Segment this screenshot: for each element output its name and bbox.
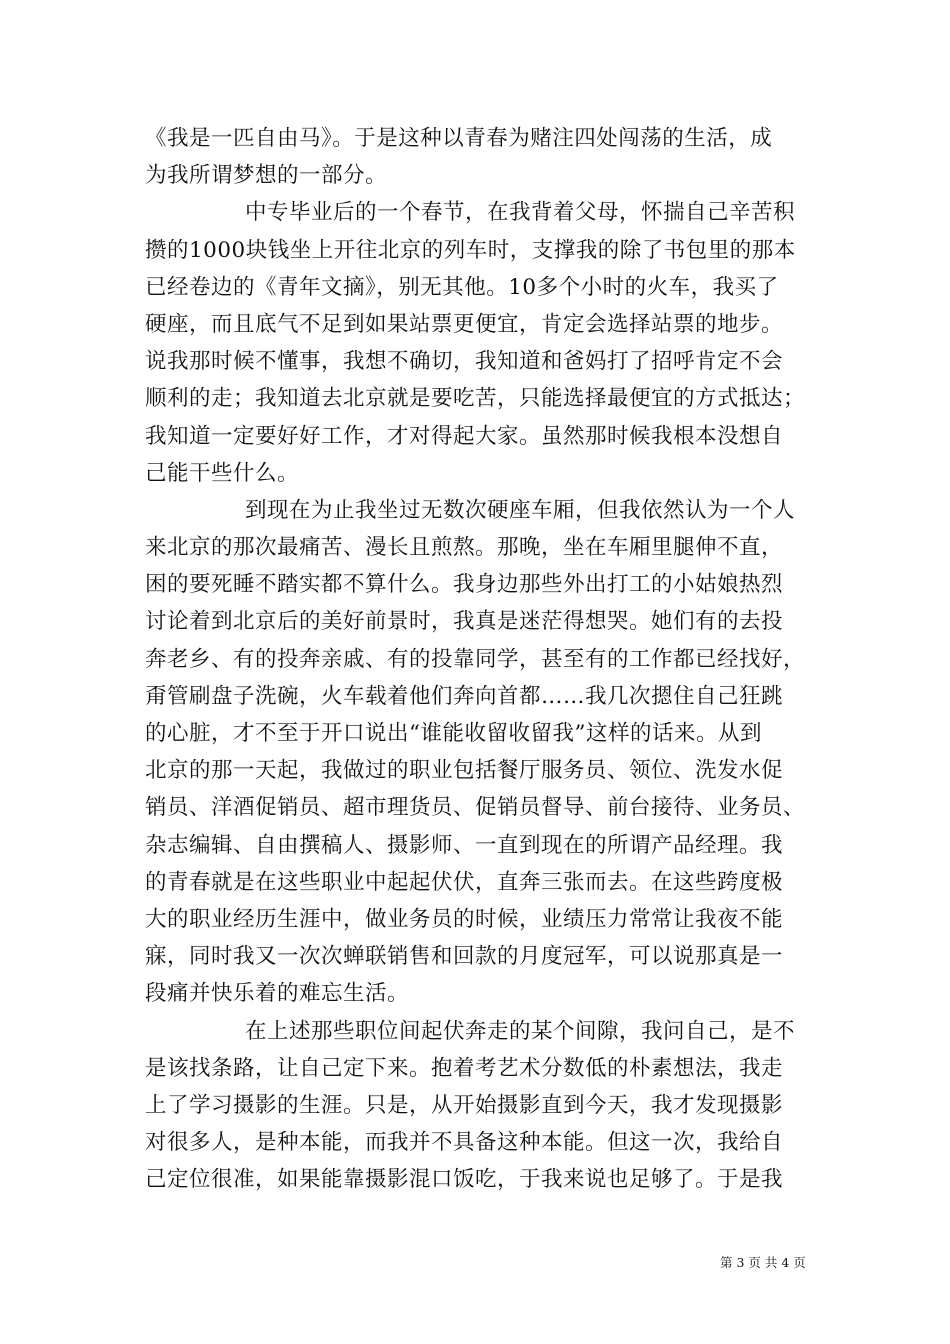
text-line: 攒的1000块钱坐上开往北京的列车时，支撑我的除了书包里的那本: [145, 237, 796, 263]
text-line: 对很多人，是种本能，而我并不具备这种本能。但这一次，我给自: [145, 1130, 784, 1156]
text-line: 奔老乡、有的投奔亲戚、有的投靠同学，甚至有的工作都已经找好，: [145, 646, 806, 672]
text-line: 到现在为止我坐过无数次硬座车厢，但我依然认为一个人: [245, 497, 796, 523]
text-line: 寐，同时我又一次次蝉联销售和回款的月度冠军，可以说那真是一: [145, 944, 784, 970]
text-line: 销员、洋酒促销员、超市理货员、促销员督导、前台接待、业务员、: [145, 795, 806, 821]
text-line: 杂志编辑、自由撰稿人、摄影师、一直到现在的所谓产品经理。我: [145, 832, 784, 858]
text-line: 甭管刷盘子洗碗，火车载着他们奔向首都……我几次摁住自己狂跳: [145, 683, 784, 709]
text-line: 顺利的走；我知道去北京就是要吃苦，只能选择最便宜的方式抵达；: [145, 386, 806, 412]
text-line: 己定位很准，如果能靠摄影混口饭吃，于我来说也足够了。于是我: [145, 1167, 784, 1193]
page-number: 第 3 页 共 4 页: [720, 1255, 806, 1270]
text-line: 中专毕业后的一个春节，在我背着父母，怀揣自己辛苦积: [245, 200, 796, 226]
paragraph: [145, 1013, 810, 1199]
text-line: 在上述那些职位间起伏奔走的某个间隙，我问自己，是不: [245, 1018, 796, 1044]
paragraph: [145, 120, 810, 194]
text-line: 我知道一定要好好工作，才对得起大家。虽然那时候我根本没想自: [145, 423, 784, 449]
text-line: 是该找条路，让自己定下来。抱着考艺术分数低的朴素想法，我走: [145, 1055, 784, 1081]
text-line: 段痛并快乐着的难忘生活。: [145, 981, 410, 1007]
text-line: 《我是一匹自由马》。于是这种以青春为赌注四处闯荡的生活，成: [145, 126, 773, 151]
text-line: 困的要死睡不踏实都不算什么。我身边那些外出打工的小姑娘热烈: [145, 572, 784, 598]
text-line: 讨论着到北京后的美好前景时，我真是迷茫得想哭。她们有的去投: [145, 609, 784, 635]
text-line: 上了学习摄影的生涯。只是，从开始摄影直到今天，我才发现摄影: [145, 1092, 784, 1118]
text-line: 为我所谓梦想的一部分。: [145, 163, 388, 189]
text-line: 己能干些什么。: [145, 460, 300, 486]
text-line: 硬座，而且底气不足到如果站票更便宜，肯定会选择站票的地步。: [145, 311, 784, 337]
body-text: [145, 120, 810, 1198]
paragraph: [145, 492, 810, 1013]
text-line: 的青春就是在这些职业中起起伏伏，直奔三张而去。在这些跨度极: [145, 869, 784, 895]
text-line: 大的职业经历生涯中，做业务员的时候，业绩压力常常让我夜不能: [145, 906, 784, 932]
text-line: 说我那时候不懂事，我想不确切，我知道和爸妈打了招呼肯定不会: [145, 349, 784, 375]
text-line: 来北京的那次最痛苦、漫长且煎熬。那晚，坐在车厢里腿伸不直，: [145, 535, 784, 561]
text-line: 的心脏，才不至于开口说出“谁能收留收留我”这样的话来。从到: [145, 721, 762, 746]
text-line: 已经卷边的《青年文摘》，别无其他。10多个小时的火车，我买了: [145, 274, 779, 300]
paragraph: [145, 194, 810, 492]
text-line: 北京的那一天起，我做过的职业包括餐厅服务员、领位、洗发水促: [145, 758, 784, 784]
